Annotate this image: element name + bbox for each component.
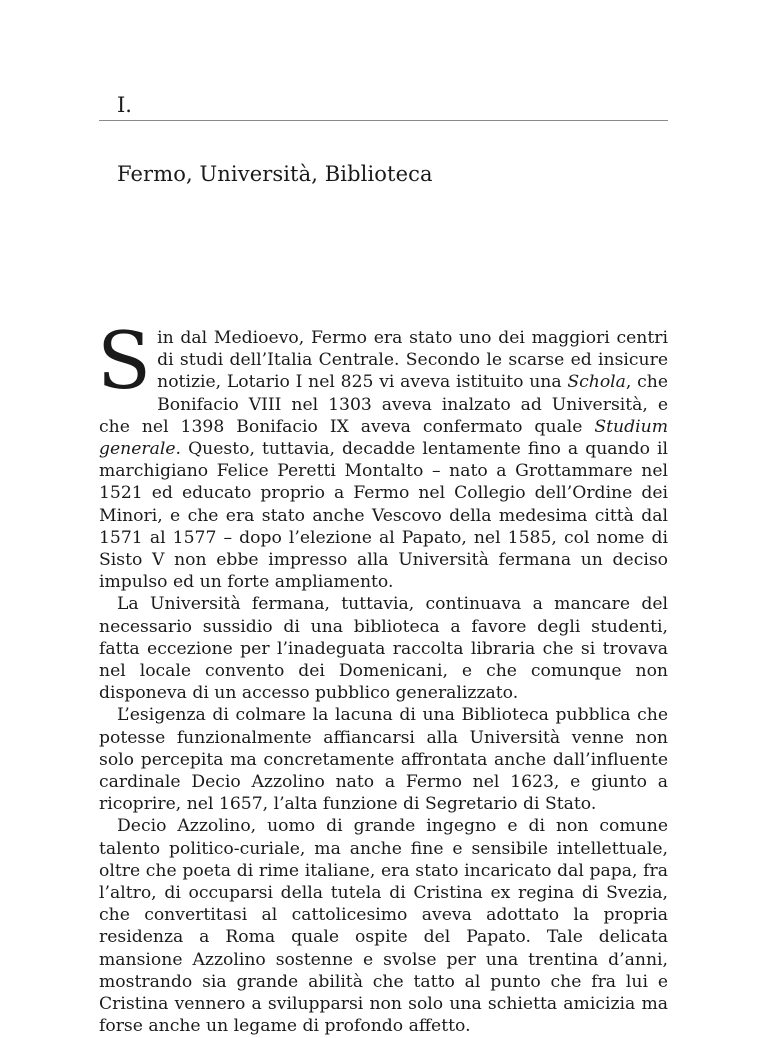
paragraph-1 [97,315,668,593]
chapter-number: I. [117,93,132,117]
emphasis-studium-generale: Studium generale [99,416,668,460]
paragraph-1-text-a: in dal Medioevo, Fermo era stato uno dei maggiori centri di studi dell’Italia Centrale. Secondo le scarse ed insicure notizie, Lotario I nel 825 vi aveva istituito una [157,328,668,393]
paragraph-3: L’esigenza di colmare la lacuna di una Biblioteca pubblica che potesse funzionalmente affiancarsi alla Università venne non solo percepita ma concretamente affrontata anche dall’influente cardinale Decio Azzolino nato a Fermo nel 1623, e giunto a ricoprire, nel 1657, l’alta funzione di Segretario di Stato. [99,705,668,815]
drop-cap: S [97,315,152,407]
body-text [97,315,668,1038]
header-rule [99,120,668,121]
paragraph-1-text-b: , che Bonifacio VIII nel 1303 aveva inalzato ad Università, e che nel 1398 Bonifacio IX aveva confermato quale [99,372,668,437]
paragraph-2: La Università fermana, tuttavia, continuava a mancare del necessario sussidio di una biblioteca a favore degli studenti, fatta eccezione per l’inadeguata raccolta libraria che si trovava nel locale convento dei Domenicani, e che comunque non disponeva di un accesso pubblico generalizzato. [99,594,668,704]
emphasis-schola: Schola [567,372,626,393]
chapter-title: Fermo, Università, Biblioteca [117,162,433,186]
paragraph-4: Decio Azzolino, uomo di grande ingegno e di non comune talento politico-curiale, ma anche fine e sensibile intellettuale, oltre che poeta di rime italiane, era stato incaricato dal papa, fra l’altro, di occuparsi della tutela di Cristina ex regina di Svezia, che convertitasi al cattolicesimo aveva adottato la propria residenza a Roma quale ospite del Papato. Tale delicata mansione Azzolino sostenne e svolse per una trentina d’anni, mostrando sia grande abilità che tatto al punto che fra lui e Cristina vennero a svilupparsi non solo una schietta amicizia ma forse anche un legame di profondo affetto. [99,816,668,1037]
paragraph-1-text-c: . Questo, tuttavia, decadde lentamente fino a quando il marchigiano Felice Peretti Montalto – nato a Grottammare nel 1521 ed educato proprio a Fermo nel Collegio dell’Ordine dei Minori, e che era stato anche Vescovo della medesima città dal 1571 al 1577 – dopo l’elezione al Papato, nel 1585, col nome di Sisto V non ebbe impresso alla Università fermana un deciso impulso ed un forte ampliamento. [99,439,668,593]
